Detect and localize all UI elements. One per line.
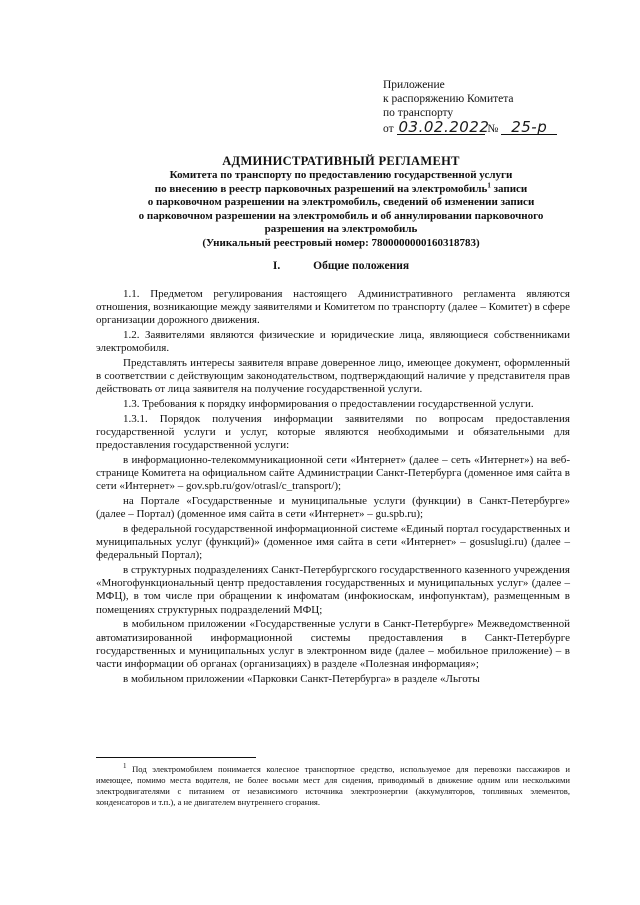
footnote [96, 764, 570, 808]
paragraph-1-3: 1.3. Требования к порядку информирования о предоставлении государственной услуги. [123, 398, 534, 411]
footnote-text-line [96, 764, 570, 808]
document-title-block [96, 153, 586, 250]
appendix-line-3: по транспорту [383, 107, 454, 119]
appendix-line-1: Приложение [383, 79, 445, 91]
title-line-4: о парковочном разрешении на электромобиль и об аннулировании парковочного [138, 209, 544, 222]
paragraph-1-2: 1.2. Заявителями являются физические и юридические лица, являющиеся собственниками электромобиля. [96, 329, 570, 355]
paragraph-internet: в информационно-телекоммуникационной сети «Интернет» (далее – сеть «Интернет») на веб-странице Комитета на официальном сайте Администрации Санкт-Петербурга (доменное имя сайта в сети «Интернет» – gov.spb.ru/gov/otrasl/c_transport/); [96, 453, 570, 493]
paragraph-portal: на Портале «Государственные и муниципальные услуги (функции) в Санкт-Петербурге» (далее – Портал) (доменное имя сайта в сети «Интернет» – gu.spb.ru); [96, 495, 570, 521]
section-heading [96, 260, 586, 272]
handwritten-number: 25-р [501, 120, 557, 135]
paragraph-mobile-app: в мобильном приложении «Государственные услуги в Санкт-Петербурге» Межведомственной автоматизированной информационной системы предоставления в Санкт-Петербурге государственных и муниципальных услуг в электронном виде (далее – мобильное приложение) – в части информации об органах (организациях) в разделе «Полезная информация»; [96, 618, 570, 670]
appendix-block [383, 78, 603, 138]
title-line-3: о парковочном разрешении на электромобиль, сведений об изменении записи [147, 196, 535, 208]
footnote-reference: 1 [487, 180, 491, 189]
document-title: АДМИНИСТРАТИВНЫЙ РЕГЛАМЕНТ [222, 154, 460, 168]
footnote-mark: 1 [123, 762, 127, 771]
footnote-text: Под электромобилем понимается колесное транспортное средство, используемое для перевозки пассажиров и имеющее, помимо места водителя, не более восьми мест для сидения, приводимый в движение одним или несколькими электродвигателями с питанием от независимого источника электроэнергии (аккумуляторов, топливных элементов, конденсаторов и т.п.), а не двигателем внутреннего сгорания. [96, 764, 570, 807]
appendix-line-2: к распоряжению Комитета [383, 93, 514, 105]
number-sign: № [487, 123, 499, 135]
date-prefix: от [383, 123, 394, 135]
paragraph-1-3-1: 1.3.1. Порядок получения информации заявителями по вопросам предоставления государственной услуги и услуг, которые являются необходимыми и обязательными для предоставления государственной услуги: [96, 412, 570, 452]
document-body [96, 288, 570, 687]
title-line-1: Комитета по транспорту по предоставлению государственной услуги [169, 169, 513, 181]
footnote-divider [96, 757, 256, 758]
paragraph-federal-portal: в федеральной государственной информационной системе «Единый портал государственных и муниципальных услуг (функций)» (доменное имя сайта в сети «Интернет» – gosuslugi.ru) (далее – федеральный Портал); [96, 522, 570, 562]
paragraph-representative: Представлять интересы заявителя вправе доверенное лицо, имеющее документ, оформленный в соответствии с действующим законодательством, подтверждающий наличие у представителя прав действовать от лица заявителя на получение государственной услуги. [96, 357, 570, 396]
registry-number: (Уникальный реестровый номер: 7800000000160318783) [202, 236, 480, 249]
title-line-5: разрешения на электромобиль [264, 223, 418, 235]
paragraph-1-1: 1.1. Предметом регулирования настоящего Административного регламента являются отношения, возникающие между заявителями и Комитетом по транспорту (далее – Комитет) в сфере организации дорожного движения. [96, 288, 570, 327]
title-line-2-tail: записи [490, 182, 528, 195]
appendix-date-line [383, 120, 603, 138]
title-line-2 [96, 180, 586, 197]
paragraph-mfc: в структурных подразделениях Санкт-Петербургского государственного казенного учреждения «Многофункциональный центр предоставления государственных и муниципальных услуг» (далее – МФЦ), в том числе при обращении к инфоматам (инфокиоскам, инфопунктам), размещенным в помещениях структурных подразделений МФЦ; [96, 564, 570, 616]
title-line-2-text: по внесению в реестр парковочных разрешений на электромобиль [154, 182, 488, 195]
section-title: Общие положения [313, 260, 410, 272]
handwritten-date: 03.02.2022 [398, 118, 490, 136]
section-number: I. [272, 260, 281, 272]
paragraph-parking-app: в мобильном приложении «Парковки Санкт-Петербурга» в разделе «Льготы [123, 672, 480, 685]
